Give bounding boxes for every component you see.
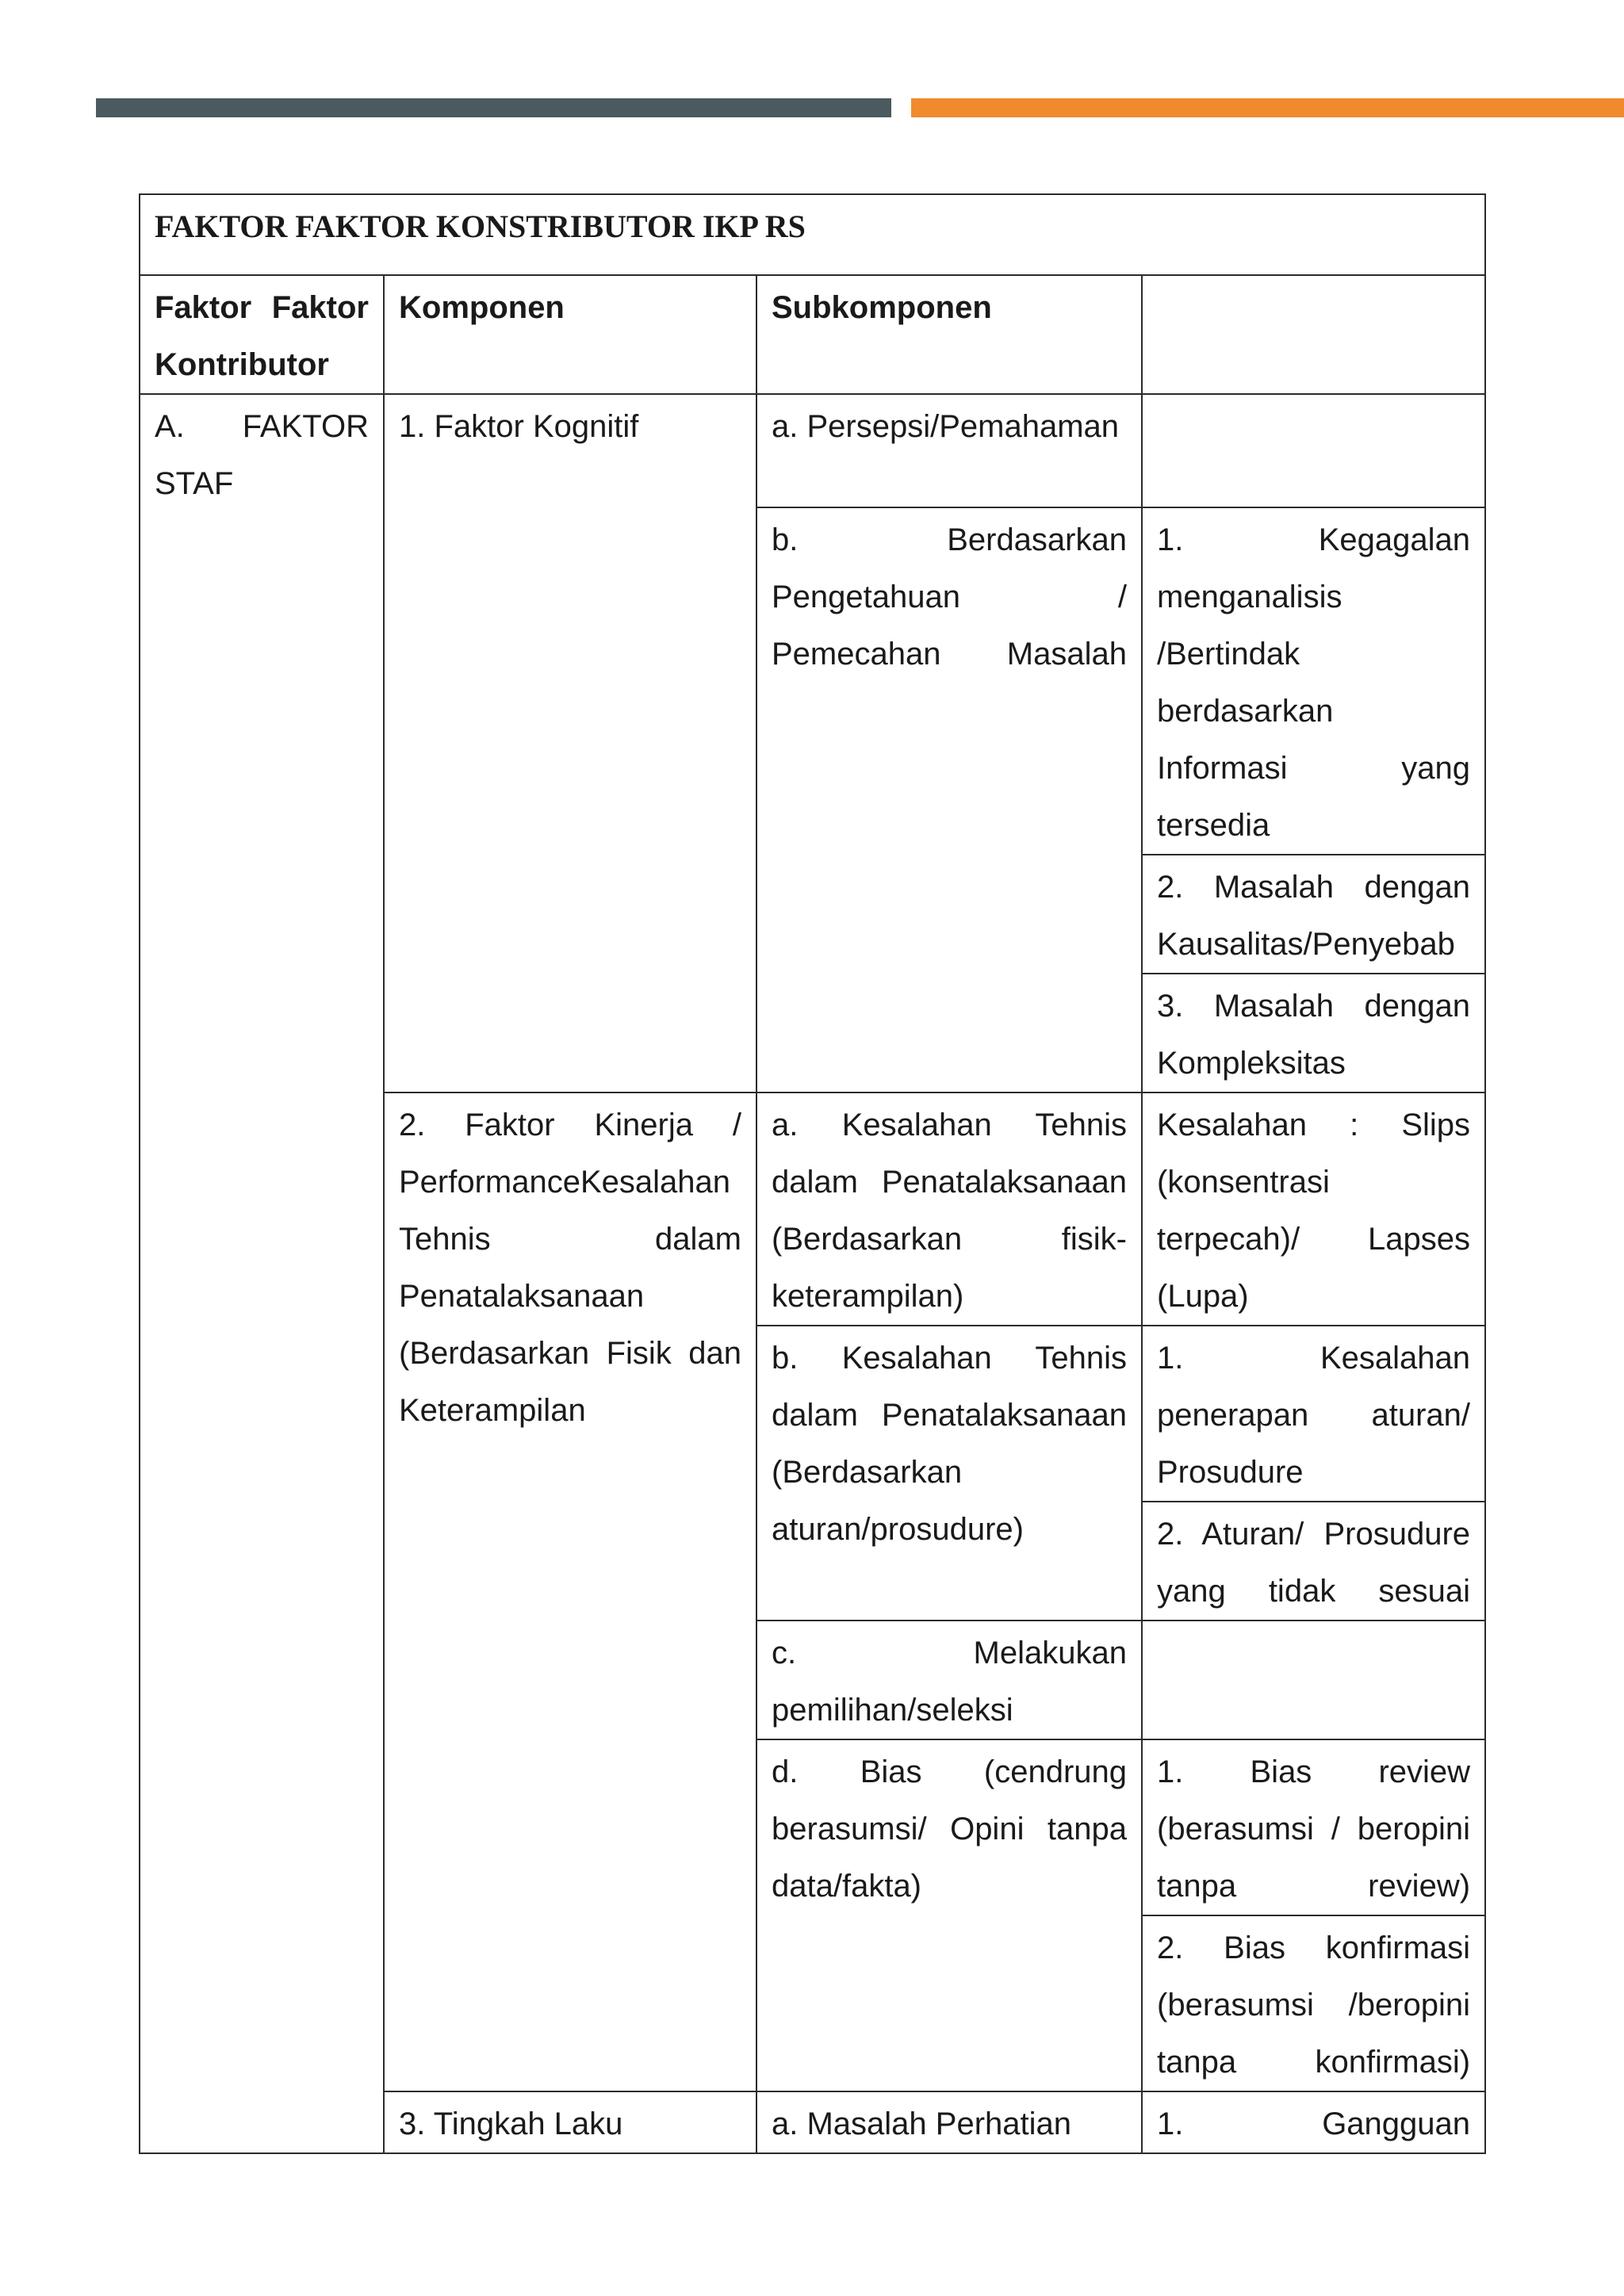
komponen-kognitif: 1. Faktor Kognitif	[384, 394, 756, 1093]
detail-kausalitas	[1142, 855, 1485, 974]
sub-bias	[756, 1739, 1142, 2091]
sub-pemilihan-text: c. Melakukan pemilihan/seleksi	[772, 1636, 1127, 1728]
sub-kesalahan-aturan	[756, 1326, 1142, 1621]
detail-prosudure-tidak-sesuai-text: 2. Aturan/ Prosudure yang tidak sesuai	[1157, 1517, 1471, 1609]
komponen-kinerja-text: 2. Faktor Kinerja / PerformanceKesalahan Tehnis dalam Penatalaksanaan (Berdasarkan Fisik dan Keterampilan	[399, 1108, 741, 1428]
sub-kesalahan-fisik	[756, 1093, 1142, 1326]
header-bar-dark	[96, 98, 891, 117]
factor-staf-cell	[140, 394, 384, 2153]
factor-staf-label: A. FAKTOR STAF	[155, 409, 369, 501]
komponen-tingkah-laku: 3. Tingkah Laku	[384, 2091, 756, 2153]
detail-empty-2c	[1142, 1621, 1485, 1739]
detail-empty-1a	[1142, 394, 1485, 507]
detail-penerapan-aturan-text: 1. Kesalahan penerapan aturan/ Prosudure	[1157, 1341, 1471, 1490]
detail-kausalitas-text: 2. Masalah dengan Kausalitas/Penyebab	[1157, 870, 1471, 962]
sub-kesalahan-aturan-text: b. Kesalahan Tehnis dalam Penatalaksanaan (Berdasarkan aturan/prosudure)	[772, 1341, 1127, 1547]
header-detail	[1142, 275, 1485, 394]
header-faktor-kontributor: Faktor Faktor Kontributor	[140, 275, 384, 394]
sub-persepsi: a. Persepsi/Pemahaman	[756, 394, 1142, 507]
detail-kegagalan	[1142, 507, 1485, 855]
detail-penerapan-aturan	[1142, 1326, 1485, 1502]
detail-kompleksitas-text: 3. Masalah dengan Kompleksitas	[1157, 989, 1471, 1081]
sub-masalah-perhatian: a. Masalah Perhatian	[756, 2091, 1142, 2153]
sub-kesalahan-fisik-text: a. Kesalahan Tehnis dalam Penatalaksanaan (Berdasarkan fisik-keterampilan)	[772, 1108, 1127, 1314]
detail-slips-text: Kesalahan : Slips (konsentrasi terpecah)/ Lapses (Lupa)	[1157, 1108, 1471, 1314]
detail-gangguan-text: 1. Gangguan	[1157, 2107, 1471, 2141]
detail-slips	[1142, 1093, 1485, 1326]
detail-prosudure-tidak-sesuai	[1142, 1502, 1485, 1621]
detail-kompleksitas	[1142, 974, 1485, 1093]
sub-pengetahuan	[756, 507, 1142, 1093]
header-subkomponen: Subkomponen	[756, 275, 1142, 394]
detail-bias-review-text: 1. Bias review (berasumsi / beropini tanpa review)	[1157, 1755, 1471, 1904]
sub-pengetahuan-text: b. Berdasarkan Pengetahuan / Pemecahan Masalah	[772, 522, 1127, 672]
detail-kegagalan-text: 1. Kegagalan menganalisis /Bertindak berdasarkan Informasi yang tersedia	[1157, 522, 1471, 843]
sub-bias-text: d. Bias (cendrung berasumsi/ Opini tanpa data/fakta)	[772, 1755, 1127, 1904]
komponen-kinerja	[384, 1093, 756, 2091]
detail-gangguan	[1142, 2091, 1485, 2153]
sub-pemilihan	[756, 1621, 1142, 1739]
header-bar-orange	[911, 98, 1624, 117]
contributor-factors-table	[139, 193, 1486, 2154]
detail-bias-konfirmasi-text: 2. Bias konfirmasi (berasumsi /beropini tanpa konfirmasi)	[1157, 1931, 1471, 2080]
detail-bias-konfirmasi	[1142, 1915, 1485, 2091]
table-title: FAKTOR FAKTOR KONSTRIBUTOR IKP RS	[140, 194, 1485, 275]
detail-bias-review	[1142, 1739, 1485, 1915]
header-komponen: Komponen	[384, 275, 756, 394]
